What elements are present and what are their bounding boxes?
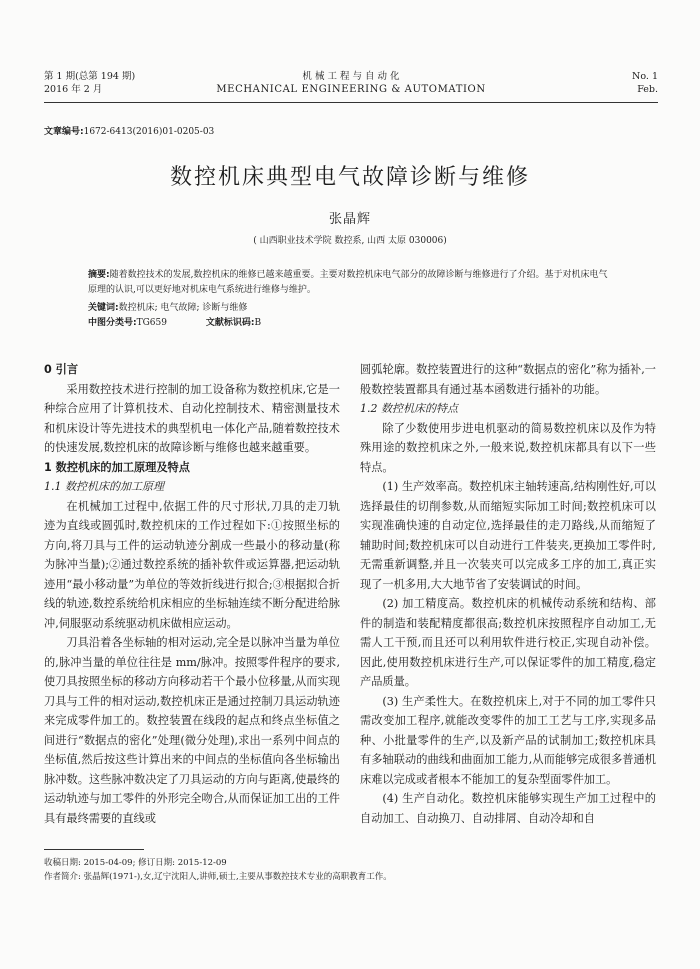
- abstract-text: 随着数控技术的发展,数控机床的维修已越来越重要。主要对数控机床电气部分的故障诊断与维修进行了介绍。基于对机床电气原理的认识,可以更好地对机床电气系统进行维修与维护。: [88, 270, 608, 295]
- class-number: TG659: [136, 318, 167, 328]
- paragraph: (2) 加工精度高。数控机床的机械传动系统和结构、部件的制造和装配精度都很高;数控机床按照程序自动加工,无需人工干预,而且还可以利用软件进行校正,实现自动补偿。因此,使用数控机床进行生产,可以保证零件的加工精度,稳定产品质量。: [360, 597, 656, 688]
- paragraph: 在机械加工过程中,依据工件的尺寸形状,刀具的走刀轨迹为直线或圆弧时,数控机床的工作过程如下:①按照坐标的方向,将刀具与工件的运动轨迹分割成一些最小的移动量(称为脉冲当量);②通过数控系统的插补软件或运算器,把运动轨迹用“最小移动量”为单位的等效折线进行拟合;③根据拟合折线的轨迹,数控系统给机床相应的坐标轴连续不断分配进给脉冲,伺服驱动系统驱动机床做相应运动。: [44, 499, 340, 630]
- paper-title: 数控机床典型电气故障诊断与维修: [169, 165, 530, 190]
- received-dates: 收稿日期: 2015-04-09; 修订日期: 2015-12-09: [44, 858, 227, 868]
- left-column: [44, 360, 340, 828]
- paragraph: 圆弧轮廓。数控装置进行的这种“数据点的密化”称为插补,一般数控装置都具有通过基本函数进行插补的功能。: [360, 363, 656, 396]
- abstract: [88, 268, 616, 298]
- section-heading-intro: 0 引言: [44, 363, 79, 376]
- classification: [88, 315, 261, 328]
- author-bio: 作者简介: 张晶辉(1971-),女,辽宁沈阳人,讲师,硕士,主要从事数控技术专业的高职教育工作。: [44, 872, 392, 882]
- subsection-heading-1-1: 1.1 数控机床的加工原理: [44, 480, 164, 493]
- issue-info-en: [632, 70, 658, 96]
- keywords: [88, 300, 247, 313]
- paragraph: 除了少数使用步进电机驱动的简易数控机床以及作为特殊用途的数控机床之外,一般来说,数控机床都具有以下一些特点。: [360, 421, 656, 474]
- article-number: [44, 124, 214, 137]
- paragraph: 刀具沿着各坐标轴的相对运动,完全是以脉冲当量为单位的,脉冲当量的单位往往是 mm/脉冲。按照零件程序的要求,使刀具按照坐标的移动方向移动若干个最小位移量,从而实现刀具与工件的相对运动,数控机床正是通过控制刀具运动轨迹来完成零件加工的。数控装置在线段的起点和终点坐标值之间进行“数据点的密化”处理(微分处理),求出一系列中间点的坐标值,然后按这些计算出来的中间点的坐标值向各坐标输出脉冲数。这些脉冲数决定了刀具运动的方向与距离,使最终的运动轨迹与加工零件的外形完全吻合,从而保证加工出的工件具有最终需要的直线或: [44, 636, 340, 825]
- journal-name-en: MECHANICAL ENGINEERING & AUTOMATION: [216, 84, 486, 95]
- keywords-text: 数控机床; 电气故障; 诊断与维修: [118, 303, 248, 313]
- journal-name: [44, 70, 658, 96]
- doc-code-label: 文献标识码:: [205, 318, 255, 328]
- issue-no-en: No. 1: [632, 71, 658, 82]
- article-number-label: 文章编号:: [44, 127, 84, 137]
- right-column: [360, 360, 656, 828]
- running-header: [44, 70, 658, 100]
- paragraph: (3) 生产柔性大。在数控机床上,对于不同的加工零件只需改变加工程序,就能改变零件的加工工艺与工序,实现多品种、小批量零件的生产,以及新产品的试制加工;数控机床具有多轴联动的曲线和曲面加工能力,从而能够完成很多普通机床难以完成或者根本不能加工的复杂型面零件加工。: [360, 694, 656, 786]
- section-heading-principle: 1 数控机床的加工原理及特点: [44, 460, 190, 474]
- paragraph: 采用数控技术进行控制的加工设备称为数控机床,它是一种综合应用了计算机技术、自动化控制技术、精密测量技术和机床设计等先进技术的典型机电一体化产品,随着数控技术的快速发展,数控机床的故障诊断与维修也越来越重要。: [44, 382, 340, 454]
- abstract-label: 摘要:: [88, 270, 110, 280]
- keywords-label: 关键词:: [88, 303, 119, 313]
- issue-date: 2016 年 2 月: [44, 84, 103, 95]
- author-affiliation: ( 山西职业技术学院 数控系, 山西 太原 030006): [253, 236, 447, 246]
- doc-code: B: [254, 318, 262, 328]
- issue-month-en: Feb.: [637, 84, 658, 95]
- class-label: 中图分类号:: [88, 318, 137, 328]
- journal-name-cn: 机 械 工 程 与 自 动 化: [302, 71, 400, 82]
- paragraph: (1) 生产效率高。数控机床主轴转速高,结构刚性好,可以选择最佳的切削参数,从而缩短实际加工时间;数控机床可以实现准确快速的自动定位,选择最佳的走刀路线,从而缩短了辅助时间;数控机床可以自动进行工件装夹,更换加工零件时,无需重新调整,并且一次装夹可以完成多工序的加工,真正实现了一机多用,大大地节省了安装调试的时间。: [360, 480, 656, 591]
- footnote-rule: [44, 849, 144, 850]
- header-rule: [44, 102, 658, 103]
- issue-number: 第 1 期(总第 194 期): [44, 71, 136, 82]
- paragraph: (4) 生产自动化。数控机床能够实现生产加工过程中的自动加工、自动换刀、自动排屑、自动冷却和自: [360, 792, 656, 825]
- article-number-value: 1672-6413(2016)01-0205-03: [83, 127, 215, 137]
- subsection-heading-1-2: 1.2 数控机床的特点: [360, 402, 458, 415]
- paper-author: 张晶辉: [328, 212, 371, 227]
